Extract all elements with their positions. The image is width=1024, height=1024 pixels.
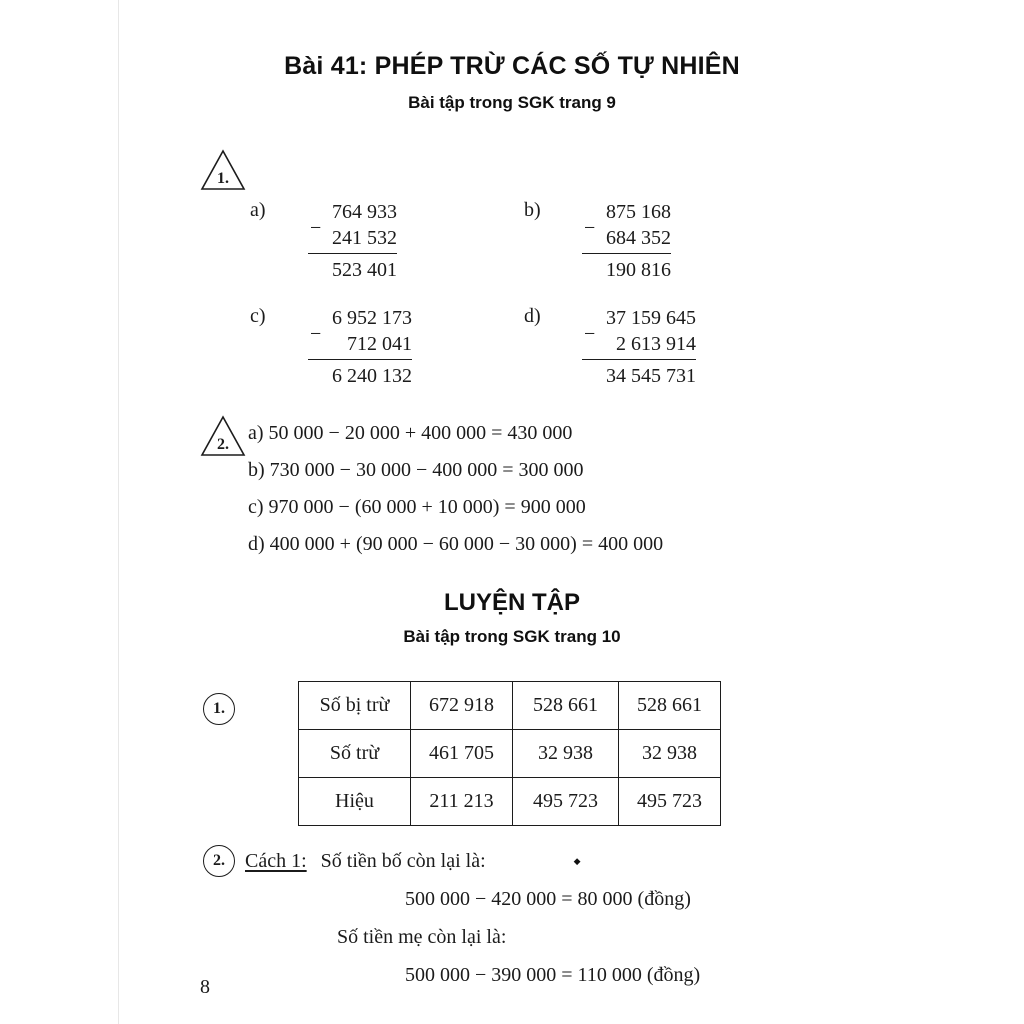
practice-exercise-2-marker xyxy=(203,845,235,877)
table-row xyxy=(299,682,721,730)
problem-c-label: c) xyxy=(250,305,266,327)
difference: 34 545 731 xyxy=(582,359,696,389)
column-subtraction-a xyxy=(308,199,397,283)
cell: 528 661 xyxy=(513,682,619,730)
cell: 211 213 xyxy=(411,778,513,826)
table-row xyxy=(299,730,721,778)
row-label: Hiệu xyxy=(299,778,411,826)
cell: 528 661 xyxy=(619,682,721,730)
exercise-2-number: 2. xyxy=(217,436,229,453)
practice-exercise-1-marker xyxy=(203,693,235,725)
difference: 523 401 xyxy=(308,253,397,283)
difference: 190 816 xyxy=(582,253,671,283)
lesson-title: Bài 41: PHÉP TRỪ CÁC SỐ TỰ NHIÊN xyxy=(284,52,740,80)
exercise-2-section xyxy=(200,415,1024,563)
problem-c xyxy=(250,305,524,389)
practice-subtitle: Bài tập trong SGK trang 10 xyxy=(403,627,621,646)
cell: 32 938 xyxy=(619,730,721,778)
expression-a: a) 50 000 − 20 000 + 400 000 = 430 000 xyxy=(248,422,573,444)
cell: 495 723 xyxy=(513,778,619,826)
minus-sign: − xyxy=(310,323,322,345)
minuend: 764 933 xyxy=(332,201,397,223)
page-edge-line xyxy=(118,0,119,1024)
diamond-ink-mark: ◆ xyxy=(573,856,581,866)
practice-header xyxy=(0,589,1024,647)
subtrahend: 2 613 914 xyxy=(616,333,696,355)
minus-sign: − xyxy=(584,323,596,345)
expression-d: d) 400 000 + (90 000 − 60 000 − 30 000) = 400 000 xyxy=(248,533,664,555)
row-label: Số bị trừ xyxy=(299,682,411,730)
subtrahend: 241 532 xyxy=(332,227,397,249)
cell: 672 918 xyxy=(411,682,513,730)
minus-sign: − xyxy=(310,217,322,239)
expression-b: b) 730 000 − 30 000 − 400 000 = 300 000 xyxy=(248,459,584,481)
practice-exercise-2-number: 2. xyxy=(213,852,225,869)
practice-exercise-1 xyxy=(203,681,1024,826)
calculation-mom: 500 000 − 390 000 = 110 000 (đồng) xyxy=(405,964,701,986)
practice-exercise-1-number: 1. xyxy=(213,700,225,717)
minuend: 37 159 645 xyxy=(606,307,696,329)
problem-b xyxy=(524,199,1024,283)
column-subtraction-c xyxy=(308,305,412,389)
subtrahend: 684 352 xyxy=(606,227,671,249)
minuend: 6 952 173 xyxy=(332,307,412,329)
column-subtraction-b xyxy=(582,199,671,283)
table-row xyxy=(299,778,721,826)
exercise-2-marker xyxy=(200,415,246,457)
practice-exercise-2 xyxy=(203,842,1024,994)
problem-a xyxy=(250,199,524,283)
lesson-header xyxy=(0,0,1024,113)
expression-c: c) 970 000 − (60 000 + 10 000) = 900 000 xyxy=(248,496,586,518)
calculation-dad: 500 000 − 420 000 = 80 000 (đồng) xyxy=(405,888,691,910)
statement-dad: Số tiền bố còn lại là: xyxy=(320,850,486,872)
method-label: Cách 1: xyxy=(245,850,307,872)
practice-title: LUYỆN TẬP xyxy=(443,589,580,616)
cell: 32 938 xyxy=(513,730,619,778)
minus-sign: − xyxy=(584,217,596,239)
page-number: 8 xyxy=(200,976,210,998)
column-subtraction-d xyxy=(582,305,696,389)
problem-d xyxy=(524,305,1024,389)
lesson-subtitle: Bài tập trong SGK trang 9 xyxy=(408,93,616,112)
problem-a-label: a) xyxy=(250,199,266,221)
exercise-1-marker xyxy=(200,149,246,191)
subtrahend: 712 041 xyxy=(347,333,412,355)
row-label: Số trừ xyxy=(299,730,411,778)
solution-text xyxy=(245,842,700,994)
subtraction-table xyxy=(298,681,721,826)
difference: 6 240 132 xyxy=(308,359,412,389)
cell: 495 723 xyxy=(619,778,721,826)
subtraction-problems xyxy=(250,199,1024,389)
minuend: 875 168 xyxy=(606,201,671,223)
problem-d-label: d) xyxy=(524,305,541,327)
solution-line-1 xyxy=(245,842,700,880)
exercise-1-number: 1. xyxy=(217,170,229,187)
expression-lines xyxy=(248,415,663,563)
problem-b-label: b) xyxy=(524,199,541,221)
cell: 461 705 xyxy=(411,730,513,778)
statement-mom: Số tiền mẹ còn lại là: xyxy=(337,926,507,948)
